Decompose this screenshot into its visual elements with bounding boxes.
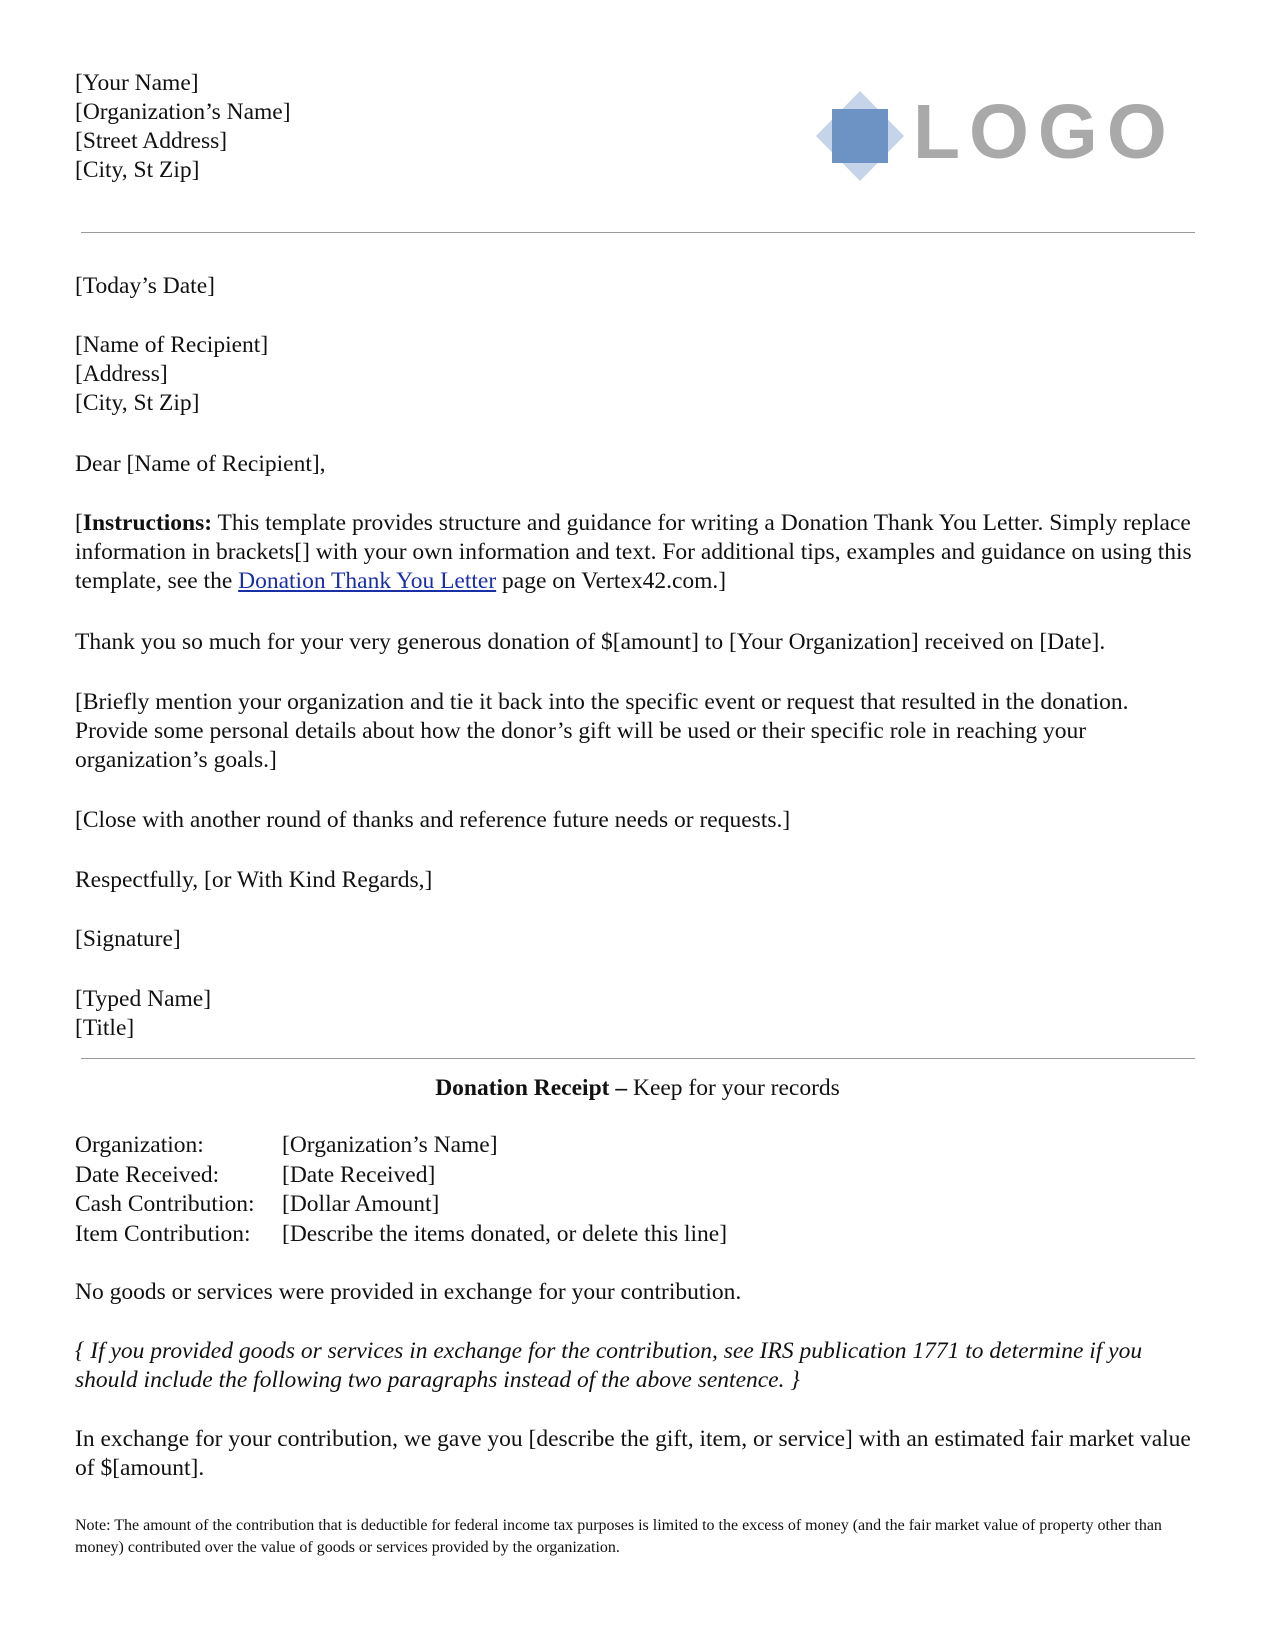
signer-block	[75, 985, 211, 1043]
sender-address	[75, 69, 291, 185]
receipt-label: Cash Contribution:	[75, 1191, 255, 1217]
recipient-address-line: [Address]	[75, 361, 168, 387]
table-row	[75, 1220, 727, 1250]
typed-name: [Typed Name]	[75, 986, 212, 1012]
table-row	[75, 1161, 727, 1191]
tax-deduction-note: Note: The amount of the contribution that is deductible for federal income tax purposes is limited to the excess of money (and the fair market value of property other than money) contributed over the value of goods or services provided by the organization.	[75, 1517, 1162, 1556]
irs-guidance-note: { If you provided goods or services in exchange for the contribution, see IRS publication 1771 to determine if you should include the following two paragraphs instead of the above sentence. }	[75, 1338, 1143, 1393]
instructions-text: This template provides structure and guidance for writing a Donation Thank You Letter. Simply replace information in brackets[] with your own information and text. For additional tips, examples and guidance on using this template, see the	[75, 510, 1192, 594]
salutation	[75, 450, 326, 479]
sender-city: [City, St Zip]	[75, 157, 200, 183]
logo-text: LOGO	[913, 89, 1176, 175]
sender-street: [Street Address]	[75, 128, 228, 154]
receipt-value: [Date Received]	[282, 1161, 436, 1188]
receipt-label: Organization:	[75, 1132, 204, 1158]
close-paragraph: [Close with another round of thanks and reference future needs or requests.]	[75, 807, 791, 833]
exchange-statement: In exchange for your contribution, we gave you [describe the gift, item, or service] with an estimated fair market value of $[amount].	[75, 1426, 1191, 1481]
valediction: Respectfully, [or With Kind Regards,]	[75, 867, 433, 893]
receipt-value: [Dollar Amount]	[282, 1191, 440, 1217]
thanks-paragraph: Thank you so much for your very generous donation of $[amount] to [Your Organization] received on [Date].	[75, 629, 1106, 655]
salutation-text: Dear [Name of Recipient],	[75, 451, 326, 477]
receipt-label: Item Contribution:	[75, 1220, 251, 1247]
donation-thank-you-letter-link[interactable]: Donation Thank You Letter	[238, 568, 497, 594]
recipient-name: [Name of Recipient]	[75, 332, 269, 358]
sender-organization: [Organization’s Name]	[75, 99, 291, 125]
sender-name: [Your Name]	[75, 70, 199, 96]
instructions-paragraph	[75, 509, 1205, 596]
receipt-label: Date Received:	[75, 1161, 220, 1188]
letter-date	[75, 272, 215, 301]
signature-placeholder: [Signature]	[75, 926, 181, 952]
no-goods-statement: No goods or services were provided in exchange for your contribution.	[75, 1279, 742, 1305]
instructions-open-bracket: [	[75, 510, 83, 536]
receipt-title-bold: Donation Receipt –	[435, 1075, 628, 1101]
receipt-details-table	[75, 1131, 727, 1249]
table-row	[75, 1190, 727, 1220]
receipt-title-rest: Keep for your records	[627, 1075, 840, 1101]
instructions-label: Instructions:	[82, 510, 213, 536]
receipt-heading	[0, 1074, 1275, 1103]
date-text: [Today’s Date]	[75, 273, 215, 299]
instructions-text-end: page on Vertex42.com.]	[496, 568, 727, 594]
header-divider	[81, 232, 1195, 233]
table-row	[75, 1131, 727, 1161]
receipt-value: [Organization’s Name]	[282, 1132, 498, 1158]
recipient-city: [City, St Zip]	[75, 390, 200, 416]
receipt-divider	[81, 1058, 1195, 1059]
logo	[812, 88, 1192, 184]
diamond-logo-icon	[812, 88, 910, 184]
mention-paragraph: [Briefly mention your organization and tie it back into the specific event or request that resulted in the donation. Provide some personal details about how the donor’s gift will be used or their specific role in reaching your organization’s goals.]	[75, 689, 1129, 773]
receipt-value: [Describe the items donated, or delete this line]	[282, 1220, 728, 1247]
signer-title: [Title]	[75, 1015, 135, 1041]
recipient-address	[75, 331, 268, 418]
